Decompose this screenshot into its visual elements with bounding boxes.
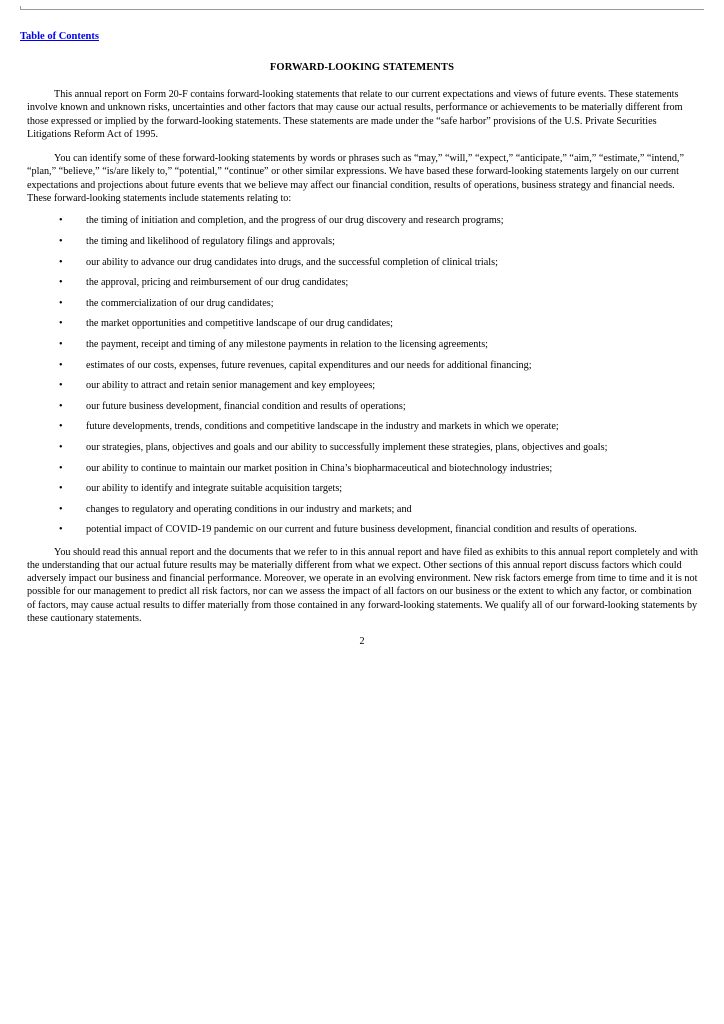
- list-item-text: the payment, receipt and timing of any milestone payments in relation to the licensing agreements;: [86, 338, 489, 350]
- list-item: [27, 523, 698, 536]
- bullet-icon: •: [59, 215, 63, 227]
- document-body: [27, 88, 698, 625]
- list-item-text: the timing and likelihood of regulatory filings and approvals;: [86, 235, 335, 247]
- paragraph-gap: [27, 141, 698, 152]
- list-item-text: our strategies, plans, objectives and goals and our ability to successfully implement these strategies, plans, objectives and goals;: [86, 441, 608, 453]
- list-item: [27, 503, 698, 516]
- list-item-text: changes to regulatory and operating conditions in our industry and markets; and: [86, 503, 412, 515]
- bullet-icon: •: [59, 421, 63, 433]
- list-item: [27, 338, 698, 351]
- list-item: [27, 297, 698, 310]
- bullet-icon: •: [59, 441, 63, 453]
- list-item-text: our ability to attract and retain senior management and key employees;: [86, 380, 376, 392]
- forward-looking-list: [27, 214, 698, 536]
- list-item-text: our ability to advance our drug candidates into drugs, and the successful completion of clinical trials;: [86, 256, 498, 268]
- list-item-text: the timing of initiation and completion, and the progress of our drug discovery and research programs;: [86, 215, 504, 227]
- list-item: [27, 256, 698, 269]
- list-item-text: the market opportunities and competitive landscape of our drug candidates;: [86, 318, 393, 330]
- page-number: 2: [359, 636, 365, 647]
- list-item: [27, 420, 698, 433]
- list-item: [27, 462, 698, 475]
- bullet-icon: •: [59, 235, 63, 247]
- list-item: [27, 235, 698, 248]
- list-item: [27, 482, 698, 495]
- list-item-text: the commercialization of our drug candidates;: [86, 297, 274, 309]
- identify-paragraph: You can identify some of these forward-looking statements by words or phrases such as “may,” “will,” “expect,” “anticipate,” “aim,” “estimate,” “intend,” “plan,” “believe,” “is/are likely to,” “potential,” “continue” or other similar expressions. We have based these forward-looking statements largely on our current expectations and projections about future events that we believe may affect our financial condition, results of operations, business strategy and financial needs. These forward-looking statements include statements relating to:: [27, 153, 684, 205]
- list-item-text: our ability to continue to maintain our market position in China’s biopharmaceutical and biotechnology industries;: [86, 462, 553, 474]
- list-item-text: future developments, trends, conditions and competitive landscape in the industry and markets in which we operate;: [86, 421, 559, 433]
- intro-paragraph: This annual report on Form 20-F contains forward-looking statements that relate to our current expectations and views of future events. These statements involve known and unknown risks, uncertainties and other factors that may cause our actual results, performance or achievements to be materially different from those expressed or implied by the forward-looking statements. These statements are made under the “safe harbor” provisions of the U.S. Private Securities Litigations Reform Act of 1995.: [27, 89, 683, 140]
- list-item: [27, 214, 698, 227]
- bullet-icon: •: [59, 277, 63, 289]
- list-item: [27, 276, 698, 289]
- table-of-contents-link[interactable]: Table of Contents: [20, 31, 99, 42]
- bullet-icon: •: [59, 524, 63, 536]
- bullet-icon: •: [59, 380, 63, 392]
- list-item: [27, 317, 698, 330]
- bullet-icon: •: [59, 483, 63, 495]
- bullet-icon: •: [59, 359, 63, 371]
- list-item-text: estimates of our costs, expenses, future revenues, capital expenditures and our needs for additional financing;: [86, 359, 532, 371]
- list-item: [27, 379, 698, 392]
- top-divider: [20, 9, 704, 10]
- bullet-icon: •: [59, 462, 63, 474]
- list-item: [27, 359, 698, 372]
- bullet-icon: •: [59, 297, 63, 309]
- bullet-icon: •: [59, 338, 63, 350]
- section-title: FORWARD-LOOKING STATEMENTS: [269, 62, 455, 73]
- bullet-icon: •: [59, 318, 63, 330]
- bullet-icon: •: [59, 256, 63, 268]
- closing-paragraph: You should read this annual report and the documents that we refer to in this annual report and have filed as exhibits to this annual report completely and with the understanding that our actual future results may be materially different from what we expect. Other sections of this annual report discuss factors which could adversely impact our business and financial performance. Moreover, we operate in an evolving environment. New risk factors emerge from time to time and it is not possible for our management to predict all risk factors, nor can we assess the impact of all factors on our business or the extent to which any factor, or combination of factors, may cause actual results to differ materially from those contained in any forward-looking statements. We qualify all of our forward-looking statements by these cautionary statements.: [27, 546, 699, 625]
- list-item-text: our future business development, financial condition and results of operations;: [86, 400, 406, 412]
- list-item-text: our ability to identify and integrate suitable acquisition targets;: [86, 483, 343, 495]
- list-item-text: potential impact of COVID-19 pandemic on our current and future business development, financial condition and results of operations.: [86, 524, 637, 536]
- list-item: [27, 441, 698, 454]
- list-item: [27, 400, 698, 413]
- bullet-icon: •: [59, 400, 63, 412]
- list-item-text: the approval, pricing and reimbursement of our drug candidates;: [86, 277, 349, 289]
- top-divider-tick: [20, 6, 21, 10]
- bullet-icon: •: [59, 503, 63, 515]
